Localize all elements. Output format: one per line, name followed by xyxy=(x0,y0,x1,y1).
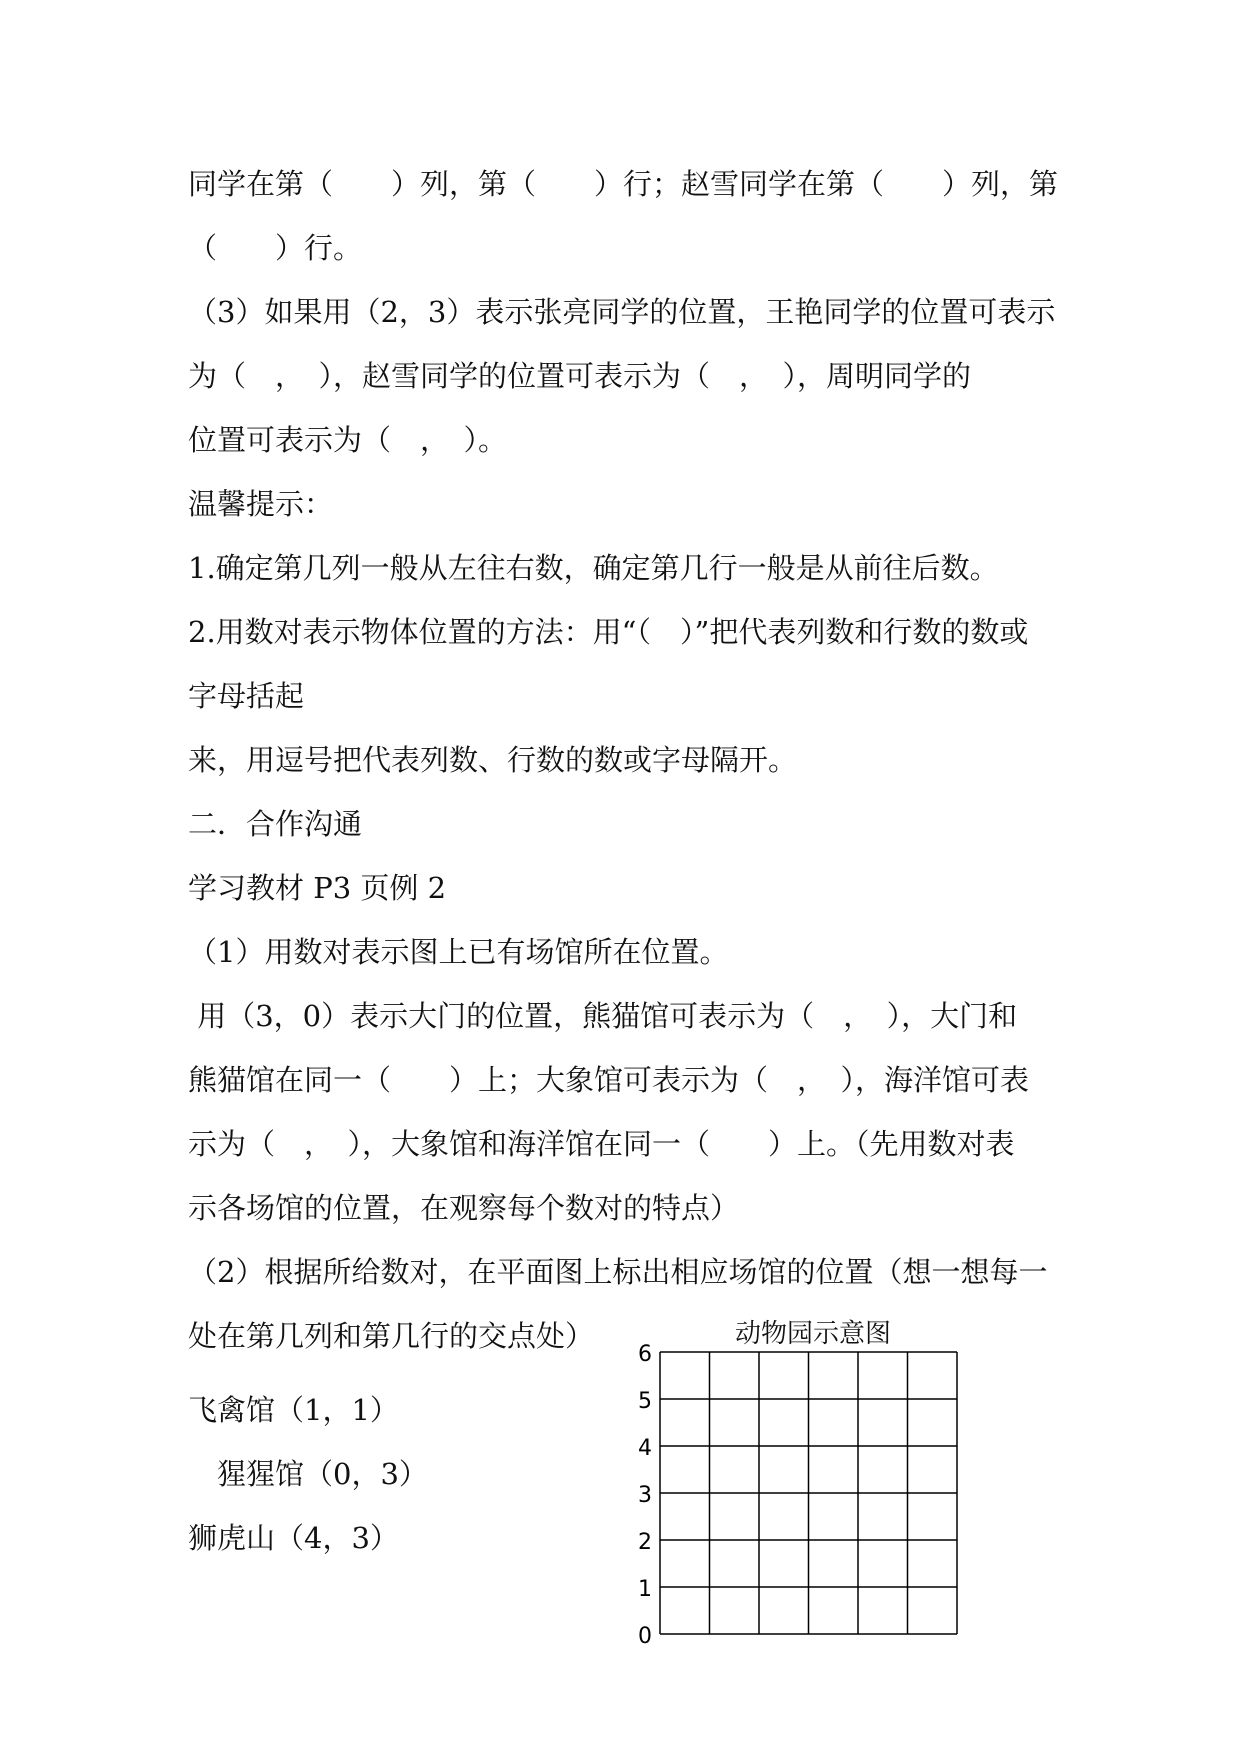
text-line: 2.用数对表示物体位置的方法：用“（ ）”把代表列数和行数的数或 xyxy=(188,615,1029,649)
text-line: 示为（ ， ），大象馆和海洋馆在同一（ ）上。（先用数对表 xyxy=(188,1127,1015,1161)
grid-y-label: 5 xyxy=(638,1389,652,1414)
text-line: 熊猫馆在同一（ ）上；大象馆可表示为（ ， ），海洋馆可表 xyxy=(188,1063,1030,1097)
text-line: （3）如果用（2，3）表示张亮同学的位置，王艳同学的位置可表示 xyxy=(188,295,1056,329)
text-line: （2）根据所给数对，在平面图上标出相应场馆的位置（想一想每一 xyxy=(188,1255,1048,1289)
grid-y-label: 4 xyxy=(638,1436,652,1461)
text-line: （ ）行。 xyxy=(188,231,363,265)
text-line: 学习教材 P3 页例 2 xyxy=(188,871,447,905)
text-line: 飞禽馆（1，1） xyxy=(188,1393,399,1427)
zoo-grid xyxy=(620,1340,980,1650)
text-line: 为（ ， ），赵雪同学的位置可表示为（ ， ），周明同学的 xyxy=(188,359,972,393)
grid-y-label: 6 xyxy=(638,1342,652,1367)
text-line: 字母括起 xyxy=(188,679,305,713)
grid-title: 动物园示意图 xyxy=(735,1319,892,1349)
text-line: 位置可表示为（ ， ）。 xyxy=(188,423,508,457)
text-line: 处在第几列和第几行的交点处） xyxy=(188,1319,595,1353)
text-line: 1.确定第几列一般从左往右数，确定第几行一般是从前往后数。 xyxy=(188,551,999,585)
grid-y-label: 0 xyxy=(638,1624,652,1649)
text-line: 来，用逗号把代表列数、行数的数或字母隔开。 xyxy=(188,743,798,777)
grid-y-label: 1 xyxy=(638,1577,652,1602)
section-heading: 二．合作沟通 xyxy=(188,807,363,841)
text-line: 用（3，0）表示大门的位置，熊猫馆可表示为（ ， ），大门和 xyxy=(188,999,1018,1033)
text-line: 猩猩馆（0，3） xyxy=(188,1457,428,1491)
grid-y-label: 3 xyxy=(638,1483,652,1508)
text-line: 同学在第（ ）列，第（ ）行；赵雪同学在第（ ）列，第 xyxy=(188,167,1059,201)
section-heading: 温馨提示： xyxy=(188,487,334,521)
text-line: 示各场馆的位置，在观察每个数对的特点） xyxy=(188,1191,740,1225)
grid-y-label: 2 xyxy=(638,1530,652,1555)
text-line: （1）用数对表示图上已有场馆所在位置。 xyxy=(188,935,729,969)
text-line: 狮虎山（4，3） xyxy=(188,1521,399,1555)
